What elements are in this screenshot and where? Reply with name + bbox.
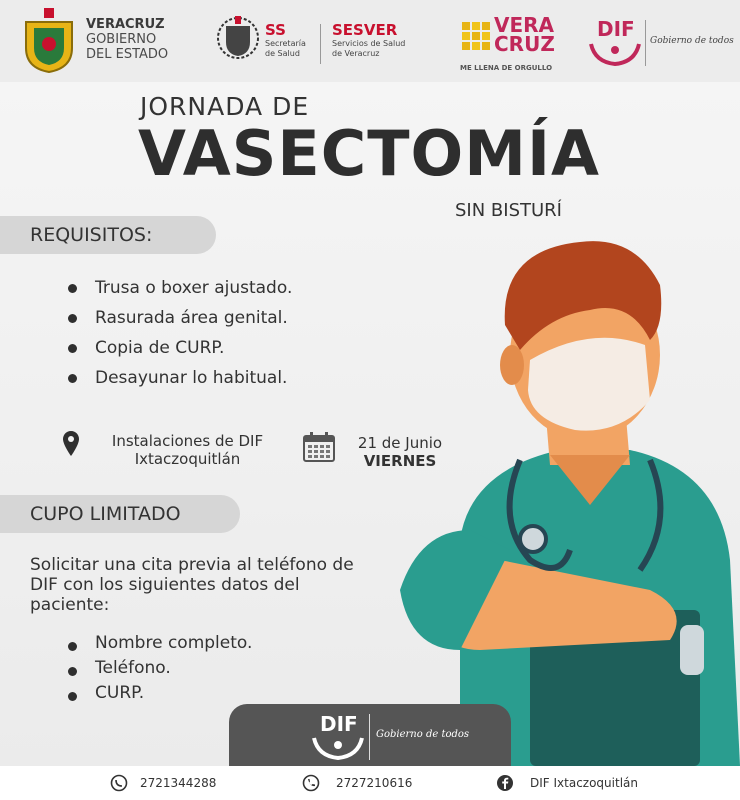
list-item: Trusa o boxer ajustado. bbox=[64, 273, 292, 303]
sesver-text bbox=[332, 22, 432, 59]
date-line1: 21 de Junio bbox=[357, 434, 443, 452]
doctor-illustration bbox=[400, 230, 740, 766]
header-divider bbox=[320, 24, 321, 64]
sesver-abbr: SESVER bbox=[332, 21, 398, 39]
title-sin-bisturi: SIN BISTURÍ bbox=[455, 200, 562, 221]
contact-facebook[interactable]: DIF Ixtaczoquitlán bbox=[530, 776, 638, 790]
footer-dif-hands-icon bbox=[310, 736, 366, 760]
date-line2: VIERNES bbox=[363, 452, 437, 470]
veracruz-estado: DEL ESTADO bbox=[86, 47, 169, 62]
list-item: Nombre completo. bbox=[64, 631, 252, 656]
cupo-info-text: Solicitar una cita previa al teléfono de DIF con los siguientes datos del paciente: bbox=[30, 555, 354, 615]
ss-seal-icon bbox=[216, 14, 260, 64]
footer-dif-text: DIF bbox=[320, 712, 358, 736]
location-line2: Ixtaczoquitlán bbox=[134, 450, 241, 468]
cupo-list bbox=[64, 631, 252, 706]
veracruz-pattern-icon bbox=[460, 20, 492, 52]
whatsapp-icon bbox=[110, 774, 128, 792]
calendar-icon bbox=[303, 432, 335, 462]
list-item: Rasurada área genital. bbox=[64, 303, 292, 333]
stethoscope-chestpiece bbox=[520, 526, 546, 552]
vera-line1: VERA bbox=[494, 13, 555, 37]
dif-divider bbox=[645, 20, 646, 66]
ss-line2: de Salud bbox=[265, 49, 300, 58]
list-item: Desayunar lo habitual. bbox=[64, 363, 292, 393]
cupo-limitado-label: CUPO LIMITADO bbox=[0, 495, 240, 533]
dif-hands-icon bbox=[587, 40, 643, 68]
vera-line2: CRUZ bbox=[494, 32, 555, 56]
requisitos-list bbox=[64, 273, 292, 393]
contact-phone-1[interactable]: 2721344288 bbox=[140, 776, 217, 790]
title-vasectomia: VASECTOMÍA bbox=[138, 117, 601, 190]
list-item: CURP. bbox=[64, 681, 252, 706]
vera-tagline: ME LLENA DE ORGULLO bbox=[460, 64, 553, 72]
sesver-line2: de Veracruz bbox=[332, 49, 380, 58]
dif-logo-text: DIF bbox=[597, 17, 635, 41]
veracruz-gobierno-text bbox=[86, 17, 196, 62]
location-pin-icon bbox=[62, 430, 80, 458]
veracruz-coat-of-arms-icon bbox=[22, 8, 76, 74]
contact-phone-2[interactable]: 2727210616 bbox=[336, 776, 413, 790]
footer-logo-divider bbox=[369, 714, 370, 760]
title-jornada: JORNADA DE bbox=[140, 92, 310, 121]
list-item: Teléfono. bbox=[64, 656, 252, 681]
veracruz-title: VERACRUZ bbox=[86, 17, 165, 32]
footer-tagline: Gobierno de todos bbox=[376, 729, 470, 740]
list-item: Copia de CURP. bbox=[64, 333, 292, 363]
vera-cruz-text bbox=[494, 13, 564, 56]
ss-text bbox=[265, 22, 325, 59]
facebook-icon bbox=[496, 774, 514, 792]
veracruz-gobierno: GOBIERNO bbox=[86, 32, 157, 47]
clipboard-clip bbox=[680, 625, 704, 675]
requisitos-label: REQUISITOS: bbox=[0, 216, 216, 254]
phone-icon bbox=[302, 774, 320, 792]
location-line1: Instalaciones de DIF bbox=[111, 432, 264, 450]
ss-line1: Secretaría bbox=[265, 39, 306, 48]
location-text bbox=[95, 432, 280, 468]
sesver-line1: Servicios de Salud bbox=[332, 39, 406, 48]
ear bbox=[500, 345, 524, 385]
dif-tagline: Gobierno de todos bbox=[650, 36, 734, 46]
ss-abbr: SS bbox=[265, 21, 286, 39]
